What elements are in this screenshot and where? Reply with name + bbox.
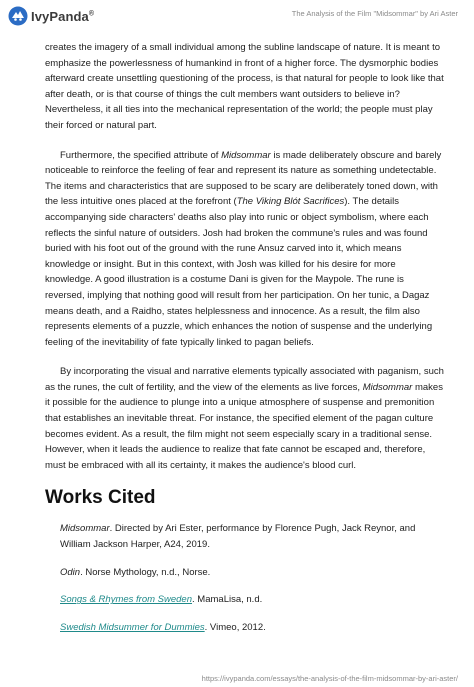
citation-entry bbox=[45, 620, 445, 636]
body-paragraph bbox=[45, 364, 445, 473]
body-paragraph bbox=[45, 148, 445, 351]
text-run: . Norse Mythology, n.d., Norse. bbox=[80, 566, 211, 578]
italic-text: Odin bbox=[60, 566, 81, 578]
text-run: . Vimeo, 2012. bbox=[204, 621, 266, 633]
citation-entry bbox=[45, 592, 445, 608]
text-run: . MamaLisa, n.d. bbox=[192, 594, 263, 606]
text-run: ). The details accompanying side characters' deaths also play into runic or object symbolism, where each reflects the sinful nature of outsiders. Josh had broken the commune's rules and was found buried with his foot out of the ground with the rune Ansuz carved into it, which means knowledge or insight. But in this context, with Josh was killed for his desire for more knowledge. A good illustration is a costume Dani is given for the Maypole. The rune is reversed, implying that nothing good will result from her participation. On her tunic, a Dagaz means death, and a Raidho, states helplessness and innocence. As a result, the film also represents elements of a puzzle, which enhances the notion of suspense and the underlying feeling of the inevitability of fate typically linked to pagan beliefs. bbox=[45, 196, 433, 348]
body-paragraph bbox=[45, 40, 445, 134]
works-cited-list bbox=[45, 521, 445, 635]
text-run: . Directed by Ari Ester, performance by Florence Pugh, Jack Reynor, and William Jackson Harper, A24, 2019. bbox=[60, 523, 416, 551]
italic-text: Midsommar bbox=[221, 149, 271, 161]
text-run: Furthermore, the specified attribute of bbox=[60, 149, 222, 161]
brand-logo[interactable] bbox=[8, 6, 94, 26]
italic-text: Midsommar bbox=[362, 381, 413, 393]
text-run: By incorporating the visual and narrative elements typically associated with paganism, such as the runes, the cult of fertility, and the view of the elements as live forces, bbox=[45, 366, 444, 393]
essay-content bbox=[45, 40, 445, 647]
document-title: The Analysis of the Film "Midsommar" by Ari Aster bbox=[291, 9, 458, 18]
italic-text: The Viking Blót Sacrifices bbox=[236, 196, 345, 208]
text-run: is made deliberately obscure and barely noticeable to reinforce the feeling of fear and represent its nature as something undetectable. The items and characteristics that are supposed to be scary are deliberately toned down, with the less intuitive ones placed at the forefront ( bbox=[45, 149, 442, 208]
citation-link[interactable]: Swedish Midsummer for Dummies bbox=[60, 621, 205, 633]
brand-name: IvyPanda® bbox=[31, 8, 95, 24]
citation-entry bbox=[45, 565, 445, 581]
page-header bbox=[0, 0, 474, 36]
citation-entry bbox=[45, 521, 445, 552]
citation-link[interactable]: Songs & Rhymes from Sweden bbox=[60, 594, 193, 606]
ivypanda-logo-icon bbox=[8, 6, 28, 26]
works-cited-heading: Works Cited bbox=[45, 487, 156, 509]
text-run: creates the imagery of a small individual among the subline landscape of nature. It is meant to emphasize the powerlessness of humankind in front of a higher force. The dysmorphic bodies afterward create unsettling questioning of the process, is that natural for people to look like that after death, or is that course of things the cult members want outsiders to believe in? Nevertheless, it all ties into the mechanical representation of the world; the people must play their forced or natural part. bbox=[45, 42, 444, 131]
page-footer-url[interactable]: https://ivypanda.com/essays/the-analysis-of-the-film-midsommar-by-ari-aster/ bbox=[201, 674, 458, 683]
italic-text: Midsommar bbox=[60, 523, 110, 535]
essay-body bbox=[45, 40, 445, 473]
text-run: makes it possible for the audience to plunge into a unique atmosphere of suspense and premonition that establishes an inevitable threat. For instance, the specified element of the pagan culture becomes evident. As a result, the film might not seem especially scary in a traditional sense. However, when it leads the audience to realize that fate cannot be escaped and, therefore, must be embraced with all its certainty, it makes the audience's blood curl. bbox=[45, 381, 443, 471]
